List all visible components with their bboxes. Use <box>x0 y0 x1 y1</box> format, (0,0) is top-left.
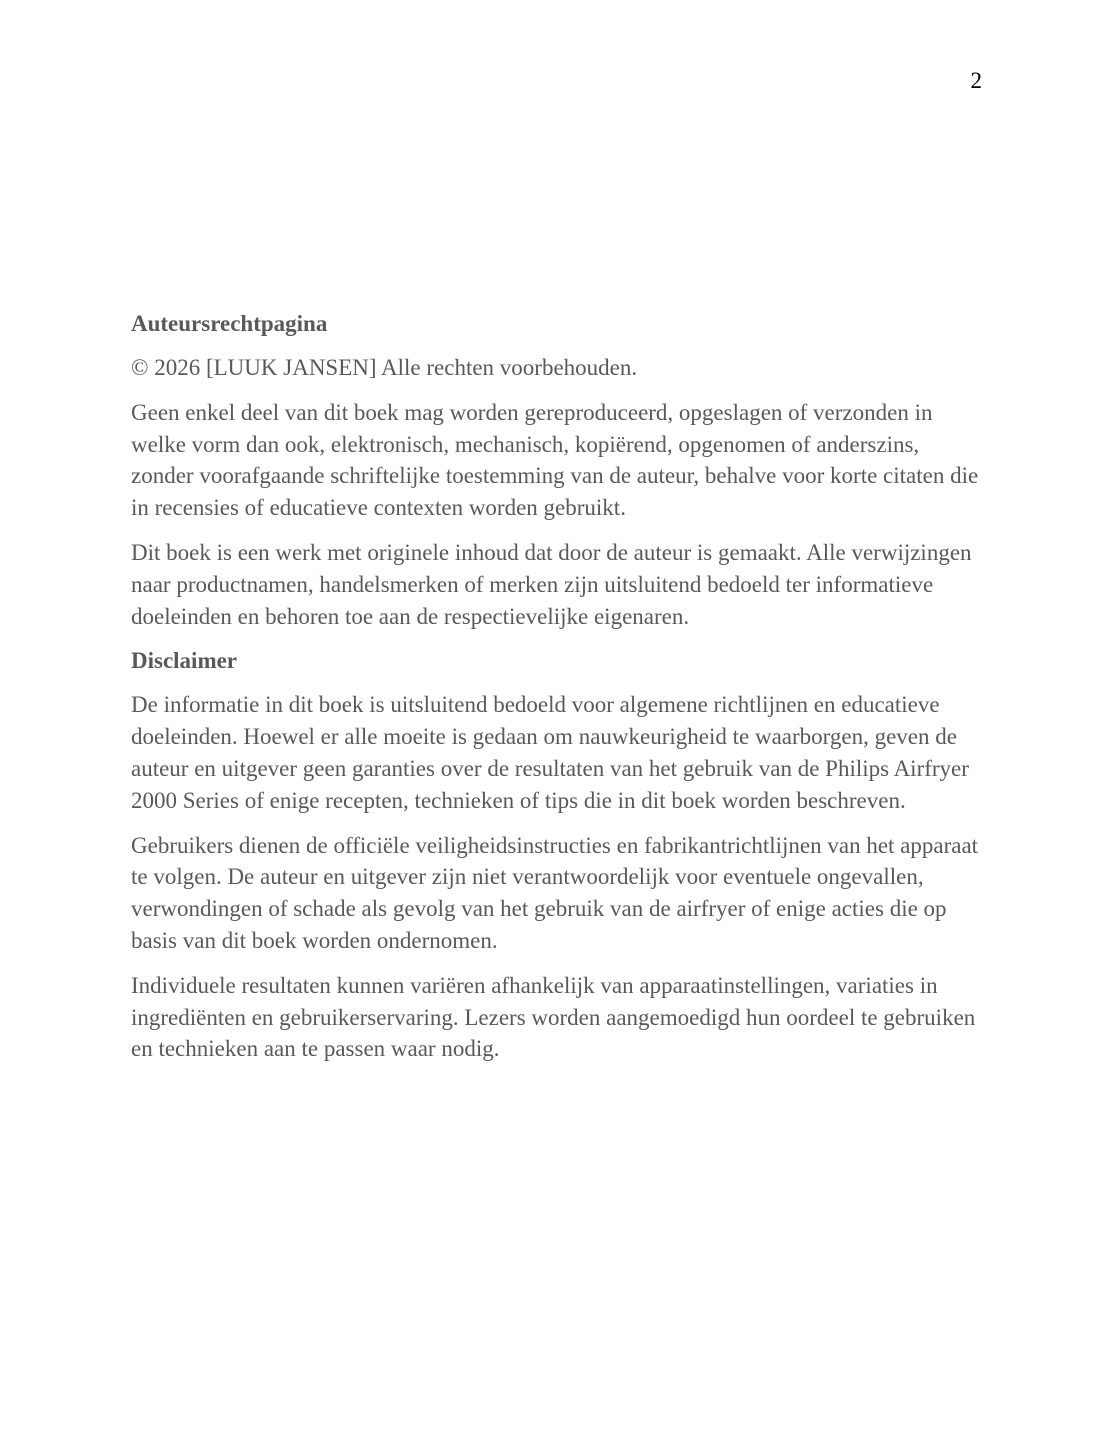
copyright-paragraph-reproduction: Geen enkel deel van dit boek mag worden gereproduceerd, opgeslagen of verzonden in welke vorm dan ook, elektronisch, mechanisch, kopiërend, opgenomen of anderszins, zonder voorafgaande schriftelijke toestemming van de auteur, behalve voor korte citaten die in recensies of educatieve contexten worden gebruikt. <box>131 399 979 521</box>
copyright-line: © 2026 [LUUK JANSEN] Alle rechten voorbehouden. <box>131 355 638 380</box>
copyright-paragraph-trademarks: Dit boek is een werk met originele inhoud dat door de auteur is gemaakt. Alle verwijzingen naar productnamen, handelsmerken of merken zijn uitsluitend bedoeld ter informatieve doeleinden en behoren toe aan de respectievelijke eigenaren. <box>131 539 972 629</box>
copyright-heading: Auteursrechtpagina <box>131 311 328 336</box>
disclaimer-paragraph-results: Individuele resultaten kunnen variëren afhankelijk van apparaatinstellingen, variaties in ingrediënten en gebruikerservaring. Lezers worden aangemoedigd hun oordeel te gebruiken en technieken aan te passen waar nodig. <box>131 972 976 1062</box>
disclaimer-paragraph-information: De informatie in dit boek is uitsluitend bedoeld voor algemene richtlijnen en educatieve doeleinden. Hoewel er alle moeite is gedaan om nauwkeurigheid te waarborgen, geven de auteur en uitgever geen garanties over de resultaten van het gebruik van de Philips Airfryer 2000 Series of enige recepten, technieken of tips die in dit boek worden beschreven. <box>131 692 969 813</box>
disclaimer-paragraph-safety: Gebruikers dienen de officiële veiligheidsinstructies en fabrikantrichtlijnen van het apparaat te volgen. De auteur en uitgever zijn niet verantwoordelijk voor eventuele ongevallen, verwondingen of schade als gevolg van het gebruik van de airfryer of enige acties die op basis van dit boek worden ondernomen. <box>131 832 979 953</box>
disclaimer-heading: Disclaimer <box>131 648 238 674</box>
page-number: 2 <box>970 68 982 93</box>
page-content <box>131 308 981 1078</box>
